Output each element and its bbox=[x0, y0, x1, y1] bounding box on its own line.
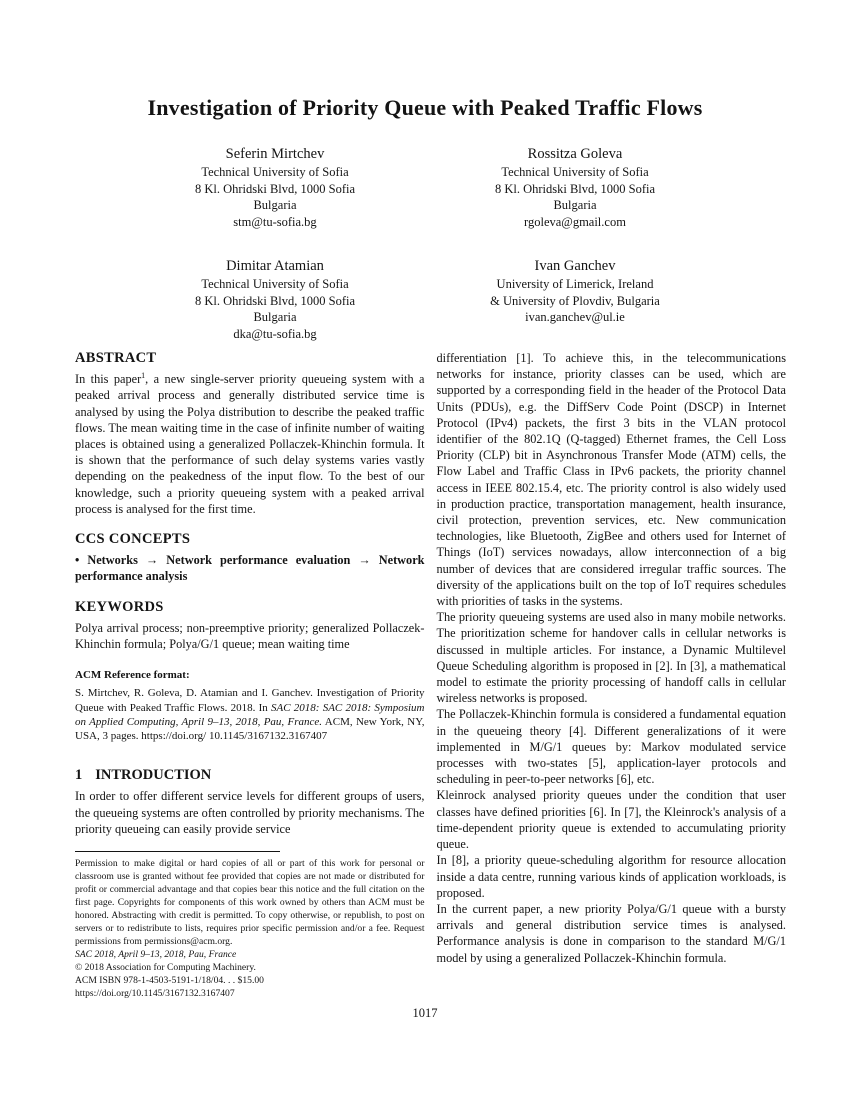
footnote-conference: SAC 2018, April 9–13, 2018, Pau, France bbox=[75, 949, 237, 960]
abstract-text-start: In this paper bbox=[75, 372, 142, 387]
body-paragraph: The Pollaczek-Khinchin formula is considered a fundamental equation in the queueing theory [4]. Different generalizations of it were implemented in M/G/1 queues by: Markov modulated service processes with two-states [5], application-layer protocols and scheduling in peer-to-peer networks [6], etc. bbox=[436, 707, 786, 787]
author-name: Rossitza Goleva bbox=[527, 146, 623, 162]
body-paragraph: In [8], a priority queue-scheduling algorithm for resource allocation inside a data centre, running various kinds of application workloads, is proposed. bbox=[436, 853, 786, 900]
ccs-heading: CCS CONCEPTS bbox=[75, 531, 191, 548]
footnote-block bbox=[75, 851, 425, 1000]
introduction-text: In order to offer different service levels for different groups of users, the queueing systems are often controlled by priority mechanisms. The priority queueing can easily provide service bbox=[75, 789, 425, 836]
abstract-text-body: , a new single-server priority queueing system with a peaked arrival process and generally distributed service time is analysed by using the Polya distribution to describe the peaked traffic flows. The mean waiting time in the case of infinite number of waiting places is obtained using a generalized Pollaczek-Khinchin formula. It is shown that the performance of such delay systems varies vastly depending on the peakedness of the input flow. To the best of our knowledge, such a priority queueing system with a peaked arrival process is analysed for the first time. bbox=[75, 372, 425, 516]
body-paragraph: The priority queueing systems are used also in many mobile networks. The prioritization scheme for handover calls in cellular networks is discussed in multiple articles. For instance, a Dynamic Multilevel Queue Scheduling algorithm is proposed in [2]. In [3], a mathematical model to estimate the priority processing of handoff calls in cellular wireless networks is proposed. bbox=[436, 610, 786, 706]
author-row-2 bbox=[125, 257, 725, 342]
two-column-body bbox=[75, 350, 786, 1000]
author-email: stm@tu-sofia.bg bbox=[233, 214, 317, 229]
footnote-rule bbox=[75, 851, 280, 852]
acm-reference-citation: S. Mirtchev, R. Goleva, D. Atamian and I. Ganchev. Investigation of Priority Queue with Peaked Traffic Flows. 2018. In bbox=[75, 687, 425, 714]
page-number: 1017 bbox=[412, 1006, 438, 1020]
acm-reference-venue: SAC 2018: SAC 2018: Symposium on Applied Computing, April 9–13, 2018, Pau, France. bbox=[75, 701, 425, 728]
body-paragraph: differentiation [1]. To achieve this, in the telecommunications networks for instance, priority classes can be used, which are supported by a corresponding field in the header of the Protocol Data Units (PDUs), e.g. the DiffServ Code Point (DSCP) in Internet Protocol (IPv4) packets, the first 3 bits in the VLAN protocol identifier of the 802.1Q (Q-tagged) Ethernet frames, the Cell Loss Priority (CLP) bit in Asynchronous Transfer Mode (ATM) cells, the Flow Label and Traffic Class in IPv6 packets, the priority channel access in IEEE 802.15.4, etc. The priority control is also widely used in production practice, transportation management, health insurance, civil protection, prevention services, etc. New communication technologies, like Bluetooth, ZigBee and others used for Internet of Things (IoT) services nowadays, allow interconnection of a big number of devices that are considered irregular traffic sources. The diversity of the applications built on the top of IoT requires schedules with priorities of tasks in the systems. bbox=[436, 351, 786, 609]
author-country: Bulgaria bbox=[553, 198, 597, 212]
author-affiliation: University of Limerick, Ireland bbox=[496, 277, 654, 291]
author-dimitar-atamian bbox=[125, 257, 425, 342]
acm-reference-heading: ACM Reference format: bbox=[75, 669, 190, 682]
keywords-heading: KEYWORDS bbox=[75, 598, 164, 615]
footnote-doi: https://doi.org/10.1145/3167132.3167407 bbox=[75, 988, 235, 999]
author-country: Bulgaria bbox=[253, 198, 297, 212]
footnote-permission: Permission to make digital or hard copies of all or part of this work for personal or classroom use is granted without fee provided that copies are not made or distributed for profit or commercial advantage and that copies bear this notice and the full citation on the first page. Copyrights for components of this work owned by others than ACM must be honored. Abstracting with credit is permitted. To copy otherwise, or republish, to post on servers or to redistribute to lists, requires prior specific permission and/or a fee. Request permissions from permissions@acm.org. bbox=[75, 858, 425, 947]
author-name: Dimitar Atamian bbox=[226, 258, 324, 274]
author-affiliation-2: & University of Plovdiv, Bulgaria bbox=[490, 293, 660, 308]
footnote-isbn: ACM ISBN 978-1-4503-5191-1/18/04. . . $15.00 bbox=[75, 975, 264, 986]
acm-reference-text bbox=[75, 686, 425, 743]
left-column bbox=[75, 350, 425, 1000]
acm-reference-doi: ACM, New York, NY, USA, 3 pages. https://doi.org/ 10.1145/3167132.3167407 bbox=[75, 715, 425, 743]
section-title: INTRODUCTION bbox=[95, 767, 212, 784]
author-seferin-mirtchev bbox=[125, 145, 425, 230]
author-affiliation: Technical University of Sofia bbox=[501, 165, 649, 179]
right-column bbox=[437, 350, 787, 1000]
author-email: ivan.ganchev@ul.ie bbox=[525, 310, 625, 324]
paper-title: Investigation of Priority Queue with Peaked Traffic Flows bbox=[147, 95, 703, 120]
author-ivan-ganchev bbox=[425, 257, 725, 342]
author-address: 8 Kl. Ohridski Blvd, 1000 Sofia bbox=[194, 293, 356, 308]
author-address: 8 Kl. Ohridski Blvd, 1000 Sofia bbox=[494, 181, 656, 196]
author-country: Bulgaria bbox=[253, 310, 297, 324]
abstract-heading: ABSTRACT bbox=[75, 350, 157, 366]
author-affiliation: Technical University of Sofia bbox=[201, 277, 349, 291]
author-affiliation: Technical University of Sofia bbox=[201, 165, 349, 179]
keywords-text: Polya arrival process; non-preemptive priority; generalized Pollaczek-Khinchin formula; Polya/G/1 queue; mean waiting time bbox=[75, 620, 425, 652]
ccs-text: • Networks → Network performance evaluation → Network performance analysis bbox=[75, 553, 425, 584]
author-email: rgoleva@gmail.com bbox=[524, 214, 626, 229]
introduction-heading bbox=[75, 767, 425, 783]
body-paragraph: In the current paper, a new priority Polya/G/1 queue with a bursty arrivals and general distribution service times is analysed. Performance analysis is done in comparison to the standard M/G/1 model by using a generalized Pollaczek-Khinchin formula. bbox=[436, 901, 786, 965]
author-email: dka@tu-sofia.bg bbox=[233, 326, 317, 341]
abstract-text bbox=[75, 371, 425, 517]
author-name: Ivan Ganchev bbox=[534, 258, 616, 274]
footnote-marker: 1 bbox=[141, 371, 146, 381]
body-paragraph: Kleinrock analysed priority queues under the condition that user classes have defined priorities [6]. In [7], the Kleinrock's analysis of a time-dependent priority queue is extended to accumulating priority queue. bbox=[436, 788, 786, 852]
section-number: 1 bbox=[75, 767, 83, 784]
author-rossitza-goleva bbox=[425, 145, 725, 230]
author-block bbox=[125, 145, 725, 342]
author-name: Seferin Mirtchev bbox=[225, 146, 325, 162]
footnote-copyright: © 2018 Association for Computing Machinery. bbox=[75, 962, 256, 973]
author-row-1 bbox=[125, 145, 725, 230]
author-address: 8 Kl. Ohridski Blvd, 1000 Sofia bbox=[194, 181, 356, 196]
